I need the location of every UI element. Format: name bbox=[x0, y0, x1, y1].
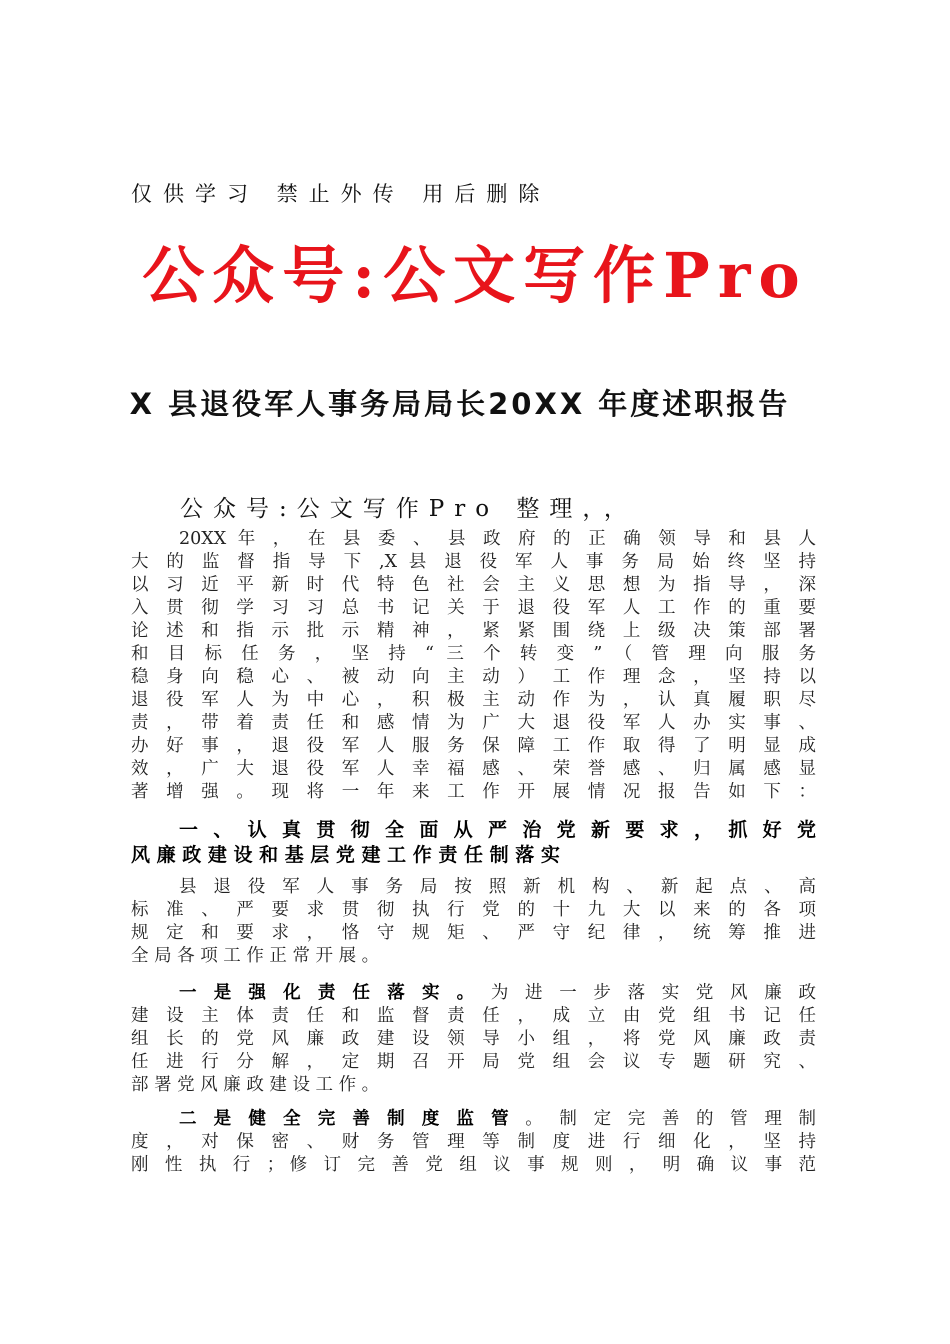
text-line: 县 退 役 军 人 事 务 局 按 照 新 机 构 、 新 起 点 、 高 bbox=[179, 877, 816, 897]
text-line: 全 局 各 项 工 作 正 常 开 展 。 bbox=[131, 946, 380, 966]
text-line: 规 定 和 要 求 ， 恪 守 规 矩 、 严 守 纪 律 ， 统 筹 推 进 bbox=[131, 923, 816, 943]
paragraph-3 bbox=[131, 982, 816, 1097]
text-line: 办 好 事 ， 退 役 军 人 服 务 保 障 工 作 取 得 了 明 显 成 bbox=[131, 736, 816, 756]
brand-banner: 公众号:公文写作Pro bbox=[142, 239, 808, 312]
text-line: 退 役 军 人 为 中 心 ， 积 极 主 动 作 为 ， 认 真 履 职 尽 bbox=[131, 690, 816, 710]
text-line: 责 ， 带 着 责 任 和 感 情 为 广 大 退 役 军 人 办 实 事 、 bbox=[131, 713, 816, 733]
text-line: 标 准 、 严 要 求 贯 彻 执 行 党 的 十 九 大 以 来 的 各 项 bbox=[131, 900, 816, 920]
text-line: 刚 性 执 行 ；修 订 完 善 党 组 议 事 规 则 ， 明 确 议 事 范 bbox=[131, 1155, 816, 1175]
heading-line: 风 廉 政 建 设 和 基 层 党 建 工 作 责 任 制 落 实 bbox=[131, 844, 560, 866]
text-line: 20XX 年 ， 在 县 委 、 县 政 府 的 正 确 领 导 和 县 人 bbox=[179, 529, 816, 549]
text-line: 大 的 监 督 指 导 下 ,X 县 退 役 军 人 事 务 局 始 终 坚 持 bbox=[131, 552, 816, 572]
document-title: X 县退役军人事务局局长20XX 年度述职报告 bbox=[129, 387, 791, 421]
text-line bbox=[131, 1108, 816, 1131]
usage-notice: 仅供学习 禁止外传 用后删除 bbox=[131, 182, 551, 206]
heading-line: 一 、 认 真 贯 彻 全 面 从 严 治 党 新 要 求 ， 抓 好 党 bbox=[179, 819, 816, 841]
text-line: 建 设 主 体 责 任 和 监 督 责 任 ， 成 立 由 党 组 书 记 任 bbox=[131, 1006, 816, 1026]
section-heading-1 bbox=[131, 818, 816, 868]
point-text: 。 制 定 完 善 的 管 理 制 bbox=[525, 1109, 816, 1129]
text-line: 组 长 的 党 风 廉 政 建 设 领 导 小 组 ， 将 党 风 廉 政 责 bbox=[131, 1029, 816, 1049]
text-line: 论 述 和 指 示 批 示 精 神 ， 紧 紧 围 绕 上 级 决 策 部 署 bbox=[131, 621, 816, 641]
text-line: 部 署 党 风 廉 政 建 设 工 作 。 bbox=[131, 1075, 380, 1095]
paragraph-intro bbox=[131, 528, 816, 804]
text-line: 效 ， 广 大 退 役 军 人 幸 福 感 、 荣 誉 感 、 归 属 感 显 bbox=[131, 759, 816, 779]
text-line: 和 目 标 任 务 ， 坚 持 “ 三 个 转 变 ” （ 管 理 向 服 务 bbox=[131, 644, 816, 664]
point-lead: 一 是 强 化 责 任 落 实 。 bbox=[179, 983, 480, 1003]
text-line: 稳 身 向 稳 心 、 被 动 向 主 动 ） 工 作 理 念 ， 坚 持 以 bbox=[131, 667, 816, 687]
text-line: 著 增 强 。 现 将 一 年 来 工 作 开 展 情 况 报 告 如 下 ： bbox=[131, 782, 816, 802]
paragraph-4 bbox=[131, 1108, 816, 1177]
text-line: 入 贯 彻 学 习 习 总 书 记 关 于 退 役 军 人 工 作 的 重 要 bbox=[131, 598, 816, 618]
text-line bbox=[131, 982, 816, 1005]
point-text: 为 进 一 步 落 实 党 风 廉 政 bbox=[490, 983, 816, 1003]
text-line: 度 ， 对 保 密 、 财 务 管 理 等 制 度 进 行 细 化 ， 坚 持 bbox=[131, 1132, 816, 1152]
source-line: 公众号:公文写作Pro 整理，， bbox=[180, 496, 637, 522]
point-lead: 二 是 健 全 完 善 制 度 监 管 bbox=[179, 1109, 515, 1129]
text-line: 任 进 行 分 解 ， 定 期 召 开 局 党 组 会 议 专 题 研 究 、 bbox=[131, 1052, 816, 1072]
paragraph-2 bbox=[131, 876, 816, 968]
text-line: 以 习 近 平 新 时 代 特 色 社 会 主 义 思 想 为 指 导 ， 深 bbox=[131, 575, 816, 595]
